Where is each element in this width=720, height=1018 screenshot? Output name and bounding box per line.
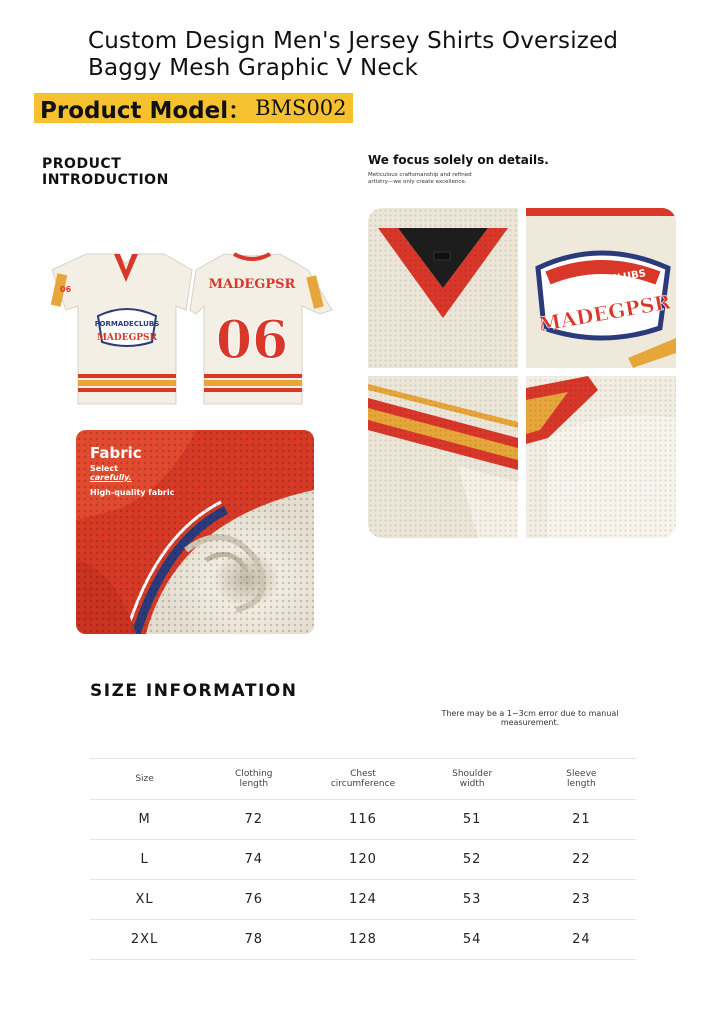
cell-chest: 116 [308,800,417,840]
jersey-front-top-text: FORMADECLUBS [94,320,160,328]
jersey-front [51,254,192,404]
jersey-sleeve-number: 06 [60,285,72,294]
header-clothing-length: Clothing length [199,759,308,800]
size-table-header-row [90,759,636,800]
table-row [90,840,636,880]
cell-shoulder: 51 [418,800,527,840]
cell-shoulder: 54 [418,920,527,960]
patch-closeup-photo [526,208,676,368]
cell-clothing-length: 76 [199,880,308,920]
fabric-title: Fabric [90,444,142,462]
size-information-heading: SIZE INFORMATION [90,681,298,701]
header-sleeve-length: Sleeve length [527,759,636,800]
cell-size: M [90,800,199,840]
size-error-note [430,709,630,727]
product-model-banner [34,93,353,123]
product-introduction-heading [42,156,169,188]
cell-shoulder: 52 [418,840,527,880]
details-subtext [368,172,478,186]
table-row [90,880,636,920]
cell-sleeve: 22 [527,840,636,880]
jersey-back-number: 06 [215,310,289,371]
details-heading: We focus solely on details. [368,153,549,167]
fabric-quality-text: High-quality fabric [90,488,175,497]
fabric-text-block [90,444,174,497]
cell-sleeve: 21 [527,800,636,840]
cell-sleeve: 24 [527,920,636,960]
header-shoulder-width: Shoulder width [418,759,527,800]
cell-chest: 128 [308,920,417,960]
jersey-back-name: MADEGPSR [208,277,296,292]
intro-line1: PRODUCT [42,156,122,172]
cell-chest: 124 [308,880,417,920]
cell-clothing-length: 74 [199,840,308,880]
patch-bottom-text: MADEGPSR [536,289,673,337]
size-table [90,758,636,960]
header-size: Size [90,759,199,800]
product-model-value: BMS002 [255,96,347,120]
details-subtext-line2: artistry—we only create excellence. [368,179,467,185]
product-title [88,28,618,82]
cell-clothing-length: 72 [199,800,308,840]
table-row [90,920,636,960]
cell-clothing-length: 78 [199,920,308,960]
table-row [90,800,636,840]
fabric-closeup-card [76,430,314,634]
product-title-line1: Custom Design Men's Jersey Shirts Oversized [88,28,619,54]
sleeve-band-closeup-photo [368,376,518,538]
cell-chest: 120 [308,840,417,880]
product-model-label: Product Model： [40,97,252,124]
detail-closeup-grid [368,208,676,538]
cell-shoulder: 53 [418,880,527,920]
jersey-front-bottom-text: MADEGPSR [96,333,158,343]
collar-closeup-photo [368,208,518,368]
cell-size: L [90,840,199,880]
cell-sleeve: 23 [527,880,636,920]
patch-top-text: FORMADECLUBS [554,268,647,295]
hem-mesh-closeup-photo [526,376,676,538]
jersey-back [190,254,332,404]
cell-size: XL [90,880,199,920]
intro-line2: INTRODUCTION [42,172,169,188]
size-note-line2: measurement. [500,718,560,727]
size-note-line1: There may be a 1~3cm error due to manual [441,709,619,718]
fabric-subtitle-carefully: carefully. [90,473,132,482]
fabric-subtitle-select: Select [90,464,118,473]
details-subtext-line1: Meticulous craftsmanship and refined [368,172,472,178]
jersey-front-back-image [46,246,336,408]
cell-size: 2XL [90,920,199,960]
header-chest-circumference: Chest circumference [308,759,417,800]
product-title-line2: Baggy Mesh Graphic V Neck [88,55,419,81]
